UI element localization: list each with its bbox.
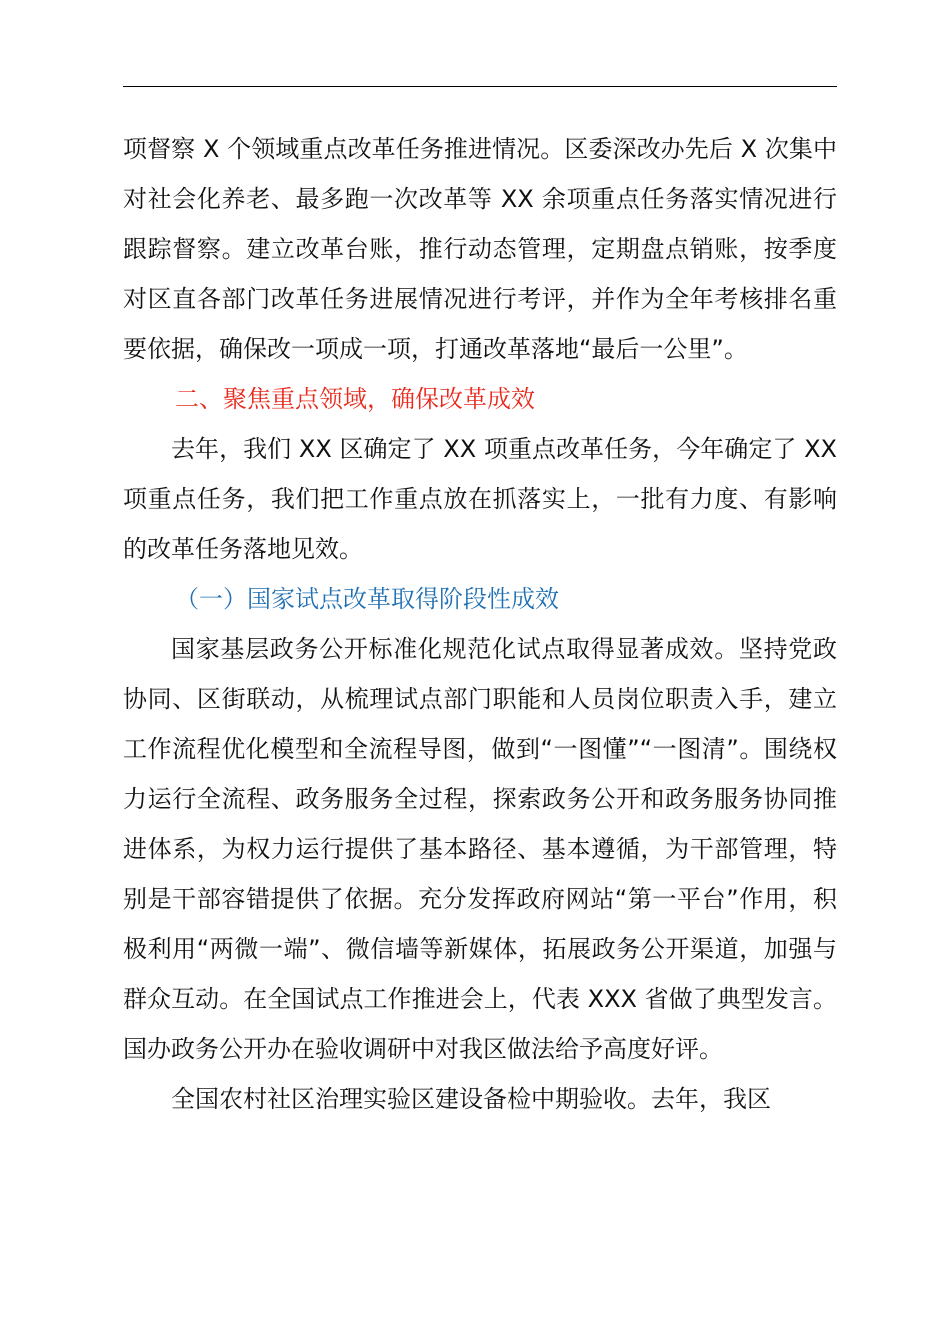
- paragraph-rural-community: 全国农村社区治理实验区建设备检中期验收。去年，我区: [171, 1085, 771, 1113]
- subsection-heading-1: （一）国家试点改革取得阶段性成效: [175, 585, 559, 613]
- paragraph-continued: 项督察 X 个领域重点改革任务推进情况。区委深改办先后 X 次集中对社会化养老、最多跑一次改革等 XX 余项重点任务落实情况进行跟踪督察。建立改革台账，推行动态管理，定期盘点销账，按季度对区直各部门改革任务进展情况进行考评，并作为全年考核排名重要依据，确保改一项成一项，打通改革落地“最后一公里”。: [123, 135, 837, 363]
- section-heading-2: 二、聚焦重点领域，确保改革成效: [175, 385, 535, 413]
- paragraph-pilot-reform: 国家基层政务公开标准化规范化试点取得显著成效。坚持党政协同、区街联动，从梳理试点部门职能和人员岗位职责入手，建立工作流程优化模型和全流程导图，做到“一图懂”“一图清”。围绕权力运行全流程、政务服务全过程，探索政务公开和政务服务协同推进体系，为权力运行提供了基本路径、基本遵循，为干部管理，特别是干部容错提供了依据。充分发挥政府网站“第一平台”作用，积极利用“两微一端”、微信墙等新媒体，拓展政务公开渠道，加强与群众互动。在全国试点工作推进会上，代表 XXX 省做了典型发言。国办政务公开办在验收调研中对我区做法给予高度好评。: [123, 635, 837, 1063]
- header-rule: [123, 86, 837, 87]
- document-body: [123, 124, 837, 1124]
- paragraph-section-2-intro: 去年，我们 XX 区确定了 XX 项重点改革任务，今年确定了 XX 项重点任务，我们把工作重点放在抓落实上，一批有力度、有影响的改革任务落地见效。: [123, 435, 837, 563]
